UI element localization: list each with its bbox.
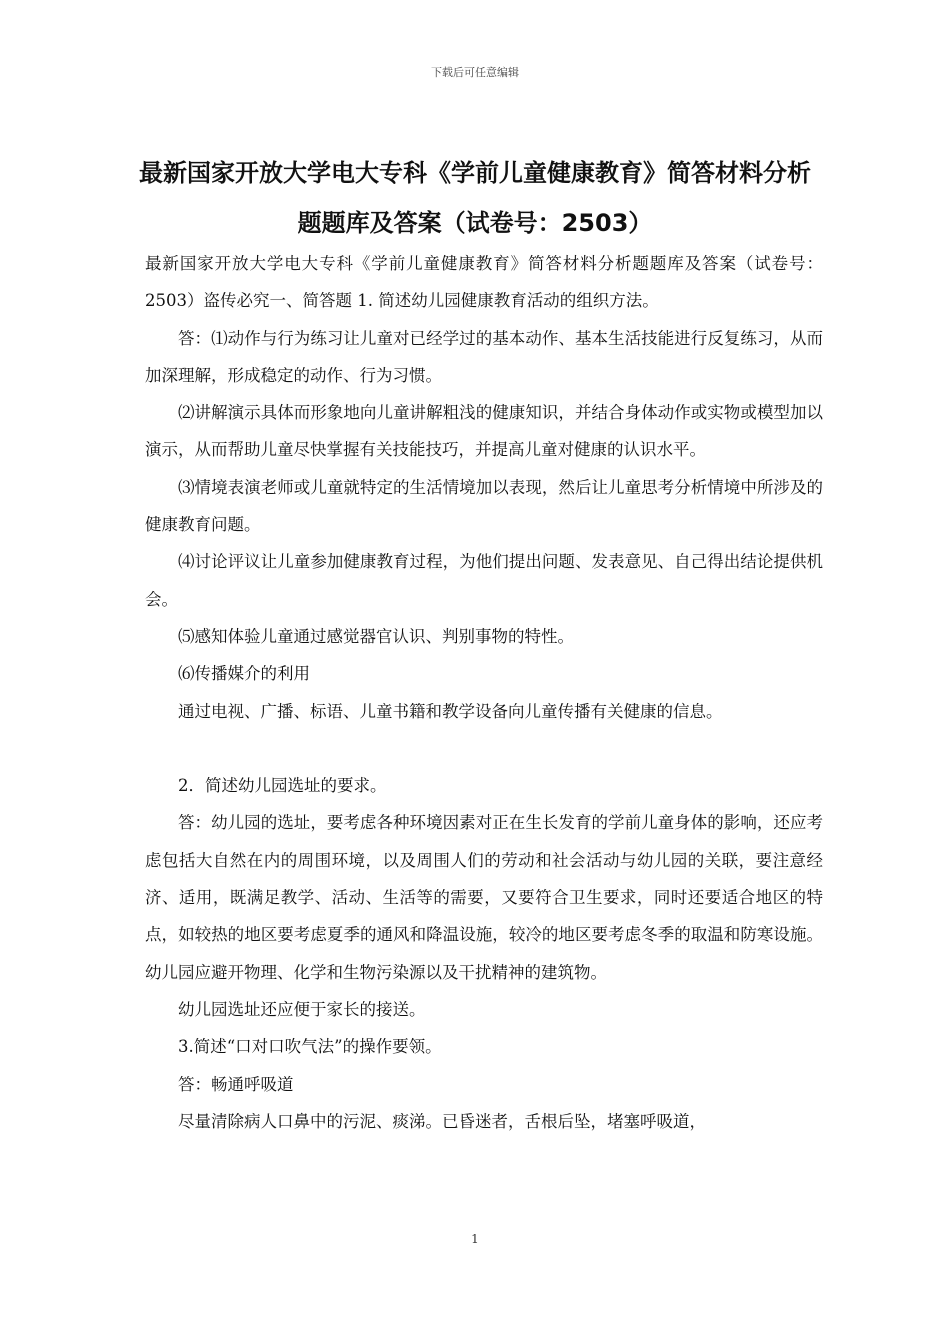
page-number: 1 (471, 1232, 479, 1246)
answer-2-note: 幼儿园选址还应便于家长的接送。 (178, 999, 426, 1019)
answer-paragraph-1: 答：⑴动作与行为练习让儿童对已经学过的基本动作、基本生活技能进行反复练习，从而加深理解，形成稳定的动作、行为习惯。 (145, 328, 823, 385)
document-body (145, 245, 823, 1140)
answer-3-step: 答：畅通呼吸道 (178, 1074, 294, 1094)
answer-paragraph-5: ⑸感知体验儿童通过感觉器官认识、判别事物的特性。 (178, 626, 574, 646)
paragraph-spacer (145, 730, 823, 767)
answer-3-detail: 尽量清除病人口鼻中的污泥、痰涕。已昏迷者，舌根后坠，堵塞呼吸道， (178, 1111, 706, 1131)
question-3: 3.简述“口对口吹气法”的操作要领。 (178, 1037, 442, 1057)
answer-2: 答：幼儿园的选址，要考虑各种环境因素对正在生长发育的学前儿童身体的影响，还应考虑包括大自然在内的周围环境，以及周围人们的劳动和社会活动与幼儿园的关联，要注意经济、适用，既满足教学、活动、生活等的需要，又要符合卫生要求，同时还要适合地区的特点，如较热的地区要考虑夏季的通风和降温设施，较冷的地区要考虑冬季的取温和防寒设施。幼儿园应避开物理、化学和生物污染源以及干扰精神的建筑物。 (145, 813, 823, 982)
answer-paragraph-7: 通过电视、广播、标语、儿童书籍和教学设备向儿童传播有关健康的信息。 (178, 701, 723, 721)
document-title: 最新国家开放大学电大专科《学前儿童健康教育》简答材料分析题题库及答案（试卷号：2503） (139, 159, 811, 237)
question-2: 2．简述幼儿园选址的要求。 (178, 776, 387, 796)
answer-paragraph-4: ⑷讨论评议让儿童参加健康教育过程，为他们提出问题、发表意见、自己得出结论提供机会。 (145, 552, 823, 609)
answer-paragraph-3: ⑶情境表演老师或儿童就特定的生活情境加以表现，然后让儿童思考分析情境中所涉及的健康教育问题。 (145, 477, 823, 535)
intro-paragraph: 最新国家开放大学电大专科《学前儿童健康教育》简答材料分析题题库及答案（试卷号：2503）盗传必究一、简答题 1. 简述幼儿园健康教育活动的组织方法。 (145, 254, 823, 311)
answer-paragraph-2: ⑵讲解演示具体而形象地向儿童讲解粗浅的健康知识，并结合身体动作或实物或模型加以演示，从而帮助儿童尽快掌握有关技能技巧，并提高儿童对健康的认识水平。 (145, 403, 823, 460)
answer-paragraph-6: ⑹传播媒介的利用 (178, 664, 310, 684)
header-note: 下载后可任意编辑 (431, 66, 519, 79)
